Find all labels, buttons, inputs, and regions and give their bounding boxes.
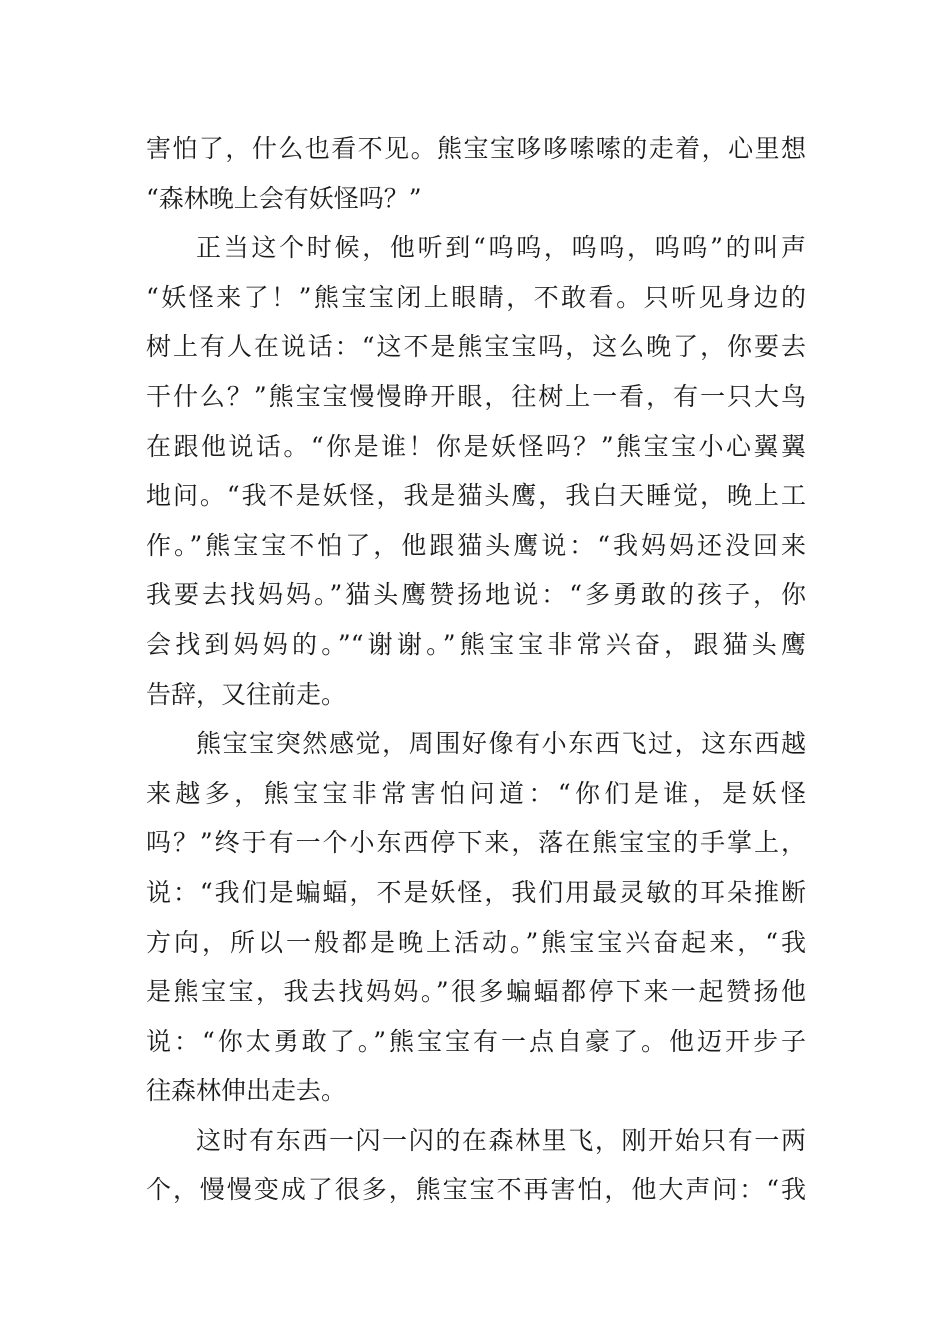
text-line: “森林晚上会有妖怪吗？” — [146, 183, 422, 213]
text-line: 吗？”终于有一个小东西停下来，落在熊宝宝的手掌上， — [146, 828, 806, 858]
text-line: 说：“我们是蝙蝠，不是妖怪，我们用最灵敏的耳朵推断 — [146, 877, 806, 907]
text-line: 方向，所以一般都是晚上活动。”熊宝宝兴奋起来，“我 — [146, 927, 806, 957]
text-line: 我要去找妈妈。”猫头鹰赞扬地说：“多勇敢的孩子，你 — [146, 580, 806, 610]
text-line: 告辞，又往前走。 — [146, 679, 347, 709]
paragraph-1 — [146, 124, 806, 223]
text-line: 害怕了，什么也看不见。熊宝宝哆哆嗦嗦的走着，心里想 — [146, 134, 806, 163]
story-text — [146, 124, 806, 1215]
text-line: 树上有人在说话：“这不是熊宝宝吗，这么晚了，你要去 — [146, 332, 806, 362]
text-line: 来越多，熊宝宝非常害怕问道：“你们是谁，是妖怪 — [146, 778, 806, 808]
text-line: 在跟他说话。“你是谁！你是妖怪吗？”熊宝宝小心翼翼 — [146, 431, 806, 461]
text-line: 作。”熊宝宝不怕了，他跟猫头鹰说：“我妈妈还没回来 — [146, 530, 806, 560]
paragraph-2 — [146, 223, 806, 719]
text-line: 地问。“我不是妖怪，我是猫头鹰，我白天睡觉，晚上工 — [146, 481, 806, 511]
text-line: 正当这个时候，他听到“呜呜，呜呜，呜呜”的叫声 — [196, 233, 806, 263]
text-line: 会找到妈妈的。”“谢谢。”熊宝宝非常兴奋，跟猫头鹰 — [146, 629, 806, 659]
text-line: “妖怪来了！”熊宝宝闭上眼睛，不敢看。只听见身边的 — [146, 282, 806, 312]
text-line: 这时有东西一闪一闪的在森林里飞，刚开始只有一两 — [196, 1125, 806, 1155]
text-line: 说：“你太勇敢了。”熊宝宝有一点自豪了。他迈开步子 — [146, 1026, 806, 1056]
text-line: 熊宝宝突然感觉，周围好像有小东西飞过，这东西越 — [196, 729, 806, 759]
text-line: 往森林伸出走去。 — [146, 1076, 347, 1106]
text-line: 干什么？”熊宝宝慢慢睁开眼，往树上一看，有一只大鸟 — [146, 381, 806, 411]
text-line: 个，慢慢变成了很多，熊宝宝不再害怕，他大声问：“我 — [146, 1175, 806, 1205]
paragraph-3 — [146, 719, 806, 1116]
text-line: 是熊宝宝，我去找妈妈。”很多蝙蝠都停下来一起赞扬他 — [146, 977, 806, 1007]
paragraph-4 — [146, 1116, 806, 1215]
